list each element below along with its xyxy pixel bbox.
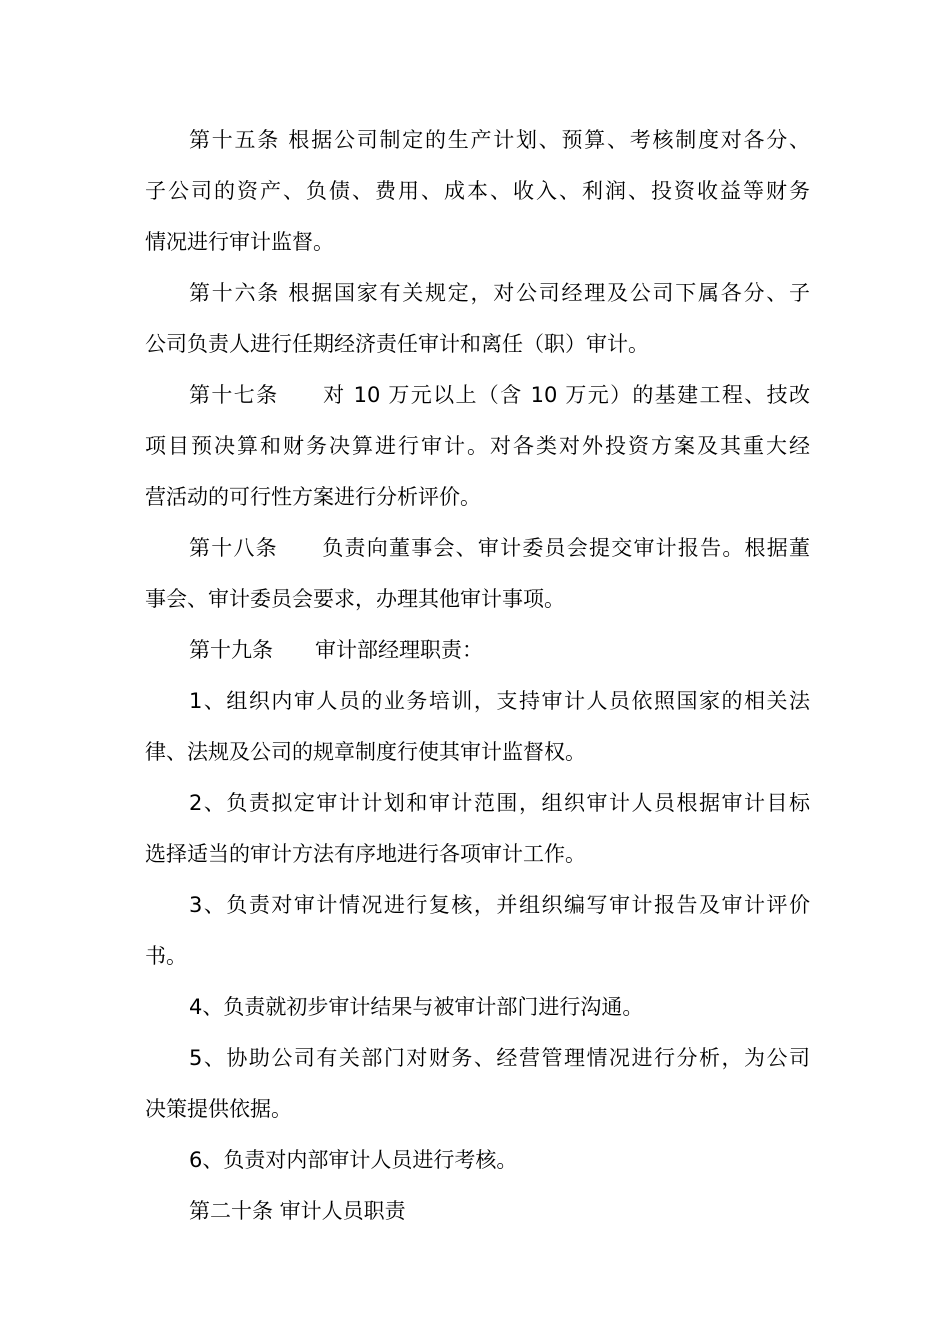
article-19-heading: 第十九条 审计部经理职责： (189, 638, 483, 662)
article-17-line-3: 营活动的可行性方案进行分析评价。 (145, 485, 481, 509)
article-17-line-2: 项目预决算和财务决算进行审计。对各类对外投资方案及其重大经 (145, 434, 810, 458)
duty-4-line: 4、负责就初步审计结果与被审计部门进行沟通。 (189, 995, 644, 1019)
article-17-line-1: 第十七条 对 10 万元以上（含 10 万元）的基建工程、技改 (189, 383, 810, 407)
duty-5-line-2: 决策提供依据。 (145, 1097, 292, 1121)
duty-2-line-1: 2、负责拟定审计计划和审计范围，组织审计人员根据审计目标 (189, 791, 810, 815)
duty-3-line-1: 3、负责对审计情况进行复核，并组织编写审计报告及审计评价 (189, 893, 810, 917)
duty-2-line-2: 选择适当的审计方法有序地进行各项审计工作。 (145, 842, 586, 866)
duty-1-line-2: 律、法规及公司的规章制度行使其审计监督权。 (145, 740, 586, 764)
article-16-line-2: 公司负责人进行任期经济责任审计和离任（职）审计。 (145, 332, 649, 356)
duty-5-line-1: 5、协助公司有关部门对财务、经营管理情况进行分析，为公司 (189, 1046, 810, 1070)
article-20-heading: 第二十条 审计人员职责 (189, 1199, 406, 1223)
duty-1-line-1: 1、组织内审人员的业务培训，支持审计人员依照国家的相关法 (189, 689, 810, 713)
duty-3-line-2: 书。 (145, 944, 187, 968)
article-16-line-1: 第十六条 根据国家有关规定，对公司经理及公司下属各分、子 (189, 281, 810, 305)
article-18-line-2: 事会、审计委员会要求，办理其他审计事项。 (145, 587, 565, 611)
article-15-line-2: 子公司的资产、负债、费用、成本、收入、利润、投资收益等财务 (145, 179, 810, 203)
article-15-line-1: 第十五条 根据公司制定的生产计划、预算、考核制度对各分、 (189, 128, 810, 152)
article-15-line-3: 情况进行审计监督。 (145, 230, 334, 254)
duty-6-line: 6、负责对内部审计人员进行考核。 (189, 1148, 518, 1172)
article-18-line-1: 第十八条 负责向董事会、审计委员会提交审计报告。根据董 (189, 536, 810, 560)
